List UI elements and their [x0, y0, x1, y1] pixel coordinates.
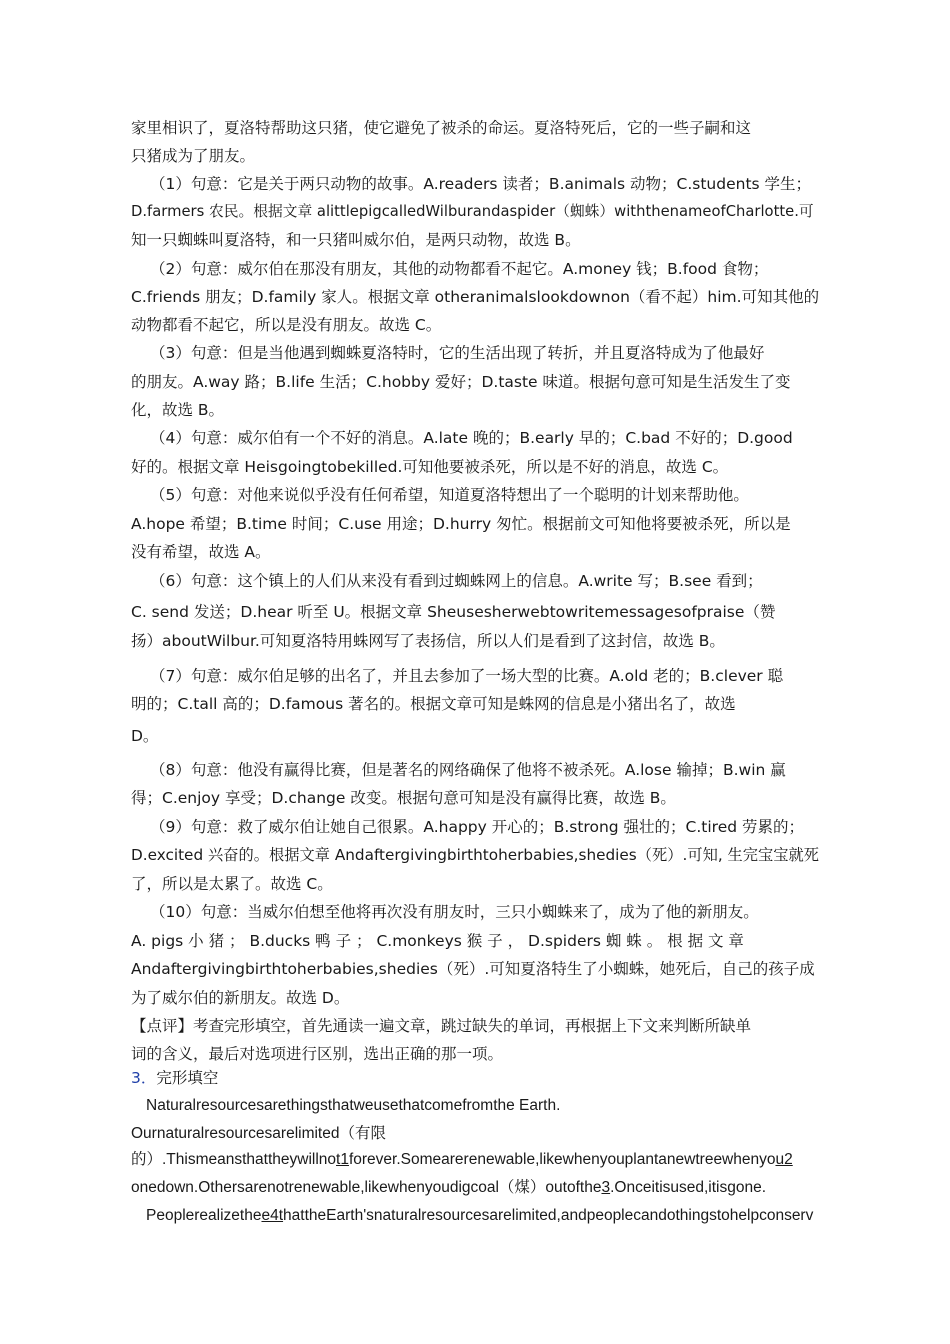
text-line: （1）句意：它是关于两只动物的故事。A.readers 读者；B.animals 动物；C.students 学生；	[150, 175, 812, 193]
blank-2: u2	[775, 1151, 793, 1168]
text-line: （9）句意：救了威尔伯让她自己很累。A.happy 开心的；B.strong 强壮的；C.tired 劳累的；	[150, 818, 805, 836]
comment-line: 【点评】考查完形填空，首先通读一遍文章，跳过缺失的单词，再根据上下文来判断所缺单	[131, 1017, 752, 1035]
text-line: （5）句意：对他来说似乎没有任何希望，知道夏洛特想出了一个聪明的计划来帮助他。	[150, 486, 749, 504]
text-line: （2）句意：威尔伯在那没有朋友，其他的动物都看不起它。A.money 钱；B.food 食物；	[150, 260, 769, 278]
text-line: A. pigs 小 猪 ； B.ducks 鸭 子 ； C.monkeys 猴 子 ， D.spiders 蜘 蛛 。 根 据 文 章	[131, 932, 744, 950]
text-line: （7）句意：威尔伯足够的出名了，并且去参加了一场大型的比赛。A.old 老的；B.clever 聪	[150, 667, 784, 685]
text-line: Andaftergivingbirthtoherbabies,shedies（死）.可知夏洛特生了小蜘蛛，她死后，自己的孩子成	[131, 960, 815, 978]
comment-line: 词的含义，最后对选项进行区别，选出正确的那一项。	[131, 1045, 504, 1063]
text-line: （4）句意：威尔伯有一个不好的消息。A.late 晚的；B.early 早的；C.bad 不好的；D.good	[150, 429, 793, 447]
passage-line: Naturalresourcesarethingsthatweusethatcomefromthe Earth.	[146, 1097, 561, 1114]
text-line: C.friends 朋友；D.family 家人。根据文章 otheranimalslookdownon（看不起）him.可知其他的	[131, 288, 820, 306]
text-line: 只猪成为了朋友。	[131, 147, 256, 165]
passage-text: onedown.Othersarenotrenewable,likewhenyoudigcoal（煤）outofthe	[131, 1179, 602, 1196]
text-line: 动物都看不起它，所以是没有朋友。故选 C。	[131, 316, 442, 334]
text-line: D.excited 兴奋的。根据文章 Andaftergivingbirthtoherbabies,shedies（死）.可知, 生完宝宝就死	[131, 846, 820, 864]
passage-text: .Onceitisused,itisgone.	[610, 1179, 767, 1196]
passage-text: forever.Somearerenewable,likewhenyouplantanewtreewhenyo	[348, 1151, 776, 1168]
text-line: 家里相识了，夏洛特帮助这只猪，使它避免了被杀的命运。夏洛特死后，它的一些子嗣和这	[131, 119, 752, 137]
text-line: 为了威尔伯的新朋友。故选 D。	[131, 989, 350, 1007]
text-line: 明的；C.tall 高的；D.famous 著名的。根据文章可知是蛛网的信息是小猪出名了，故选	[131, 695, 736, 713]
text-line: 了，所以是太累了。故选 C。	[131, 875, 333, 893]
text-line: A.hope 希望；B.time 时间；C.use 用途；D.hurry 匆忙。根据前文可知他将要被杀死，所以是	[131, 515, 791, 533]
passage-line	[131, 1178, 821, 1198]
passage-text: hattheEarth'snaturalresourcesarelimited,andpeoplecandothingstohelpconserv	[283, 1207, 814, 1224]
section-title: 完形填空	[156, 1069, 219, 1087]
passage-line	[146, 1206, 817, 1226]
text-line: （3）句意：但是当他遇到蜘蛛夏洛特时，它的生活出现了转折，并且夏洛特成为了他最好	[150, 344, 765, 362]
blank-4: e4t	[261, 1207, 284, 1224]
text-line: 的朋友。A.way 路；B.life 生活；C.hobby 爱好；D.taste 味道。根据句意可知是生活发生了变	[131, 373, 791, 391]
passage-line: Ournaturalresourcesarelimited（有限	[131, 1125, 386, 1142]
passage-text: Peoplerealizethe	[146, 1207, 262, 1224]
text-line: 扬）aboutWilbur.可知夏洛特用蛛网写了表扬信，所以人们是看到了这封信，故选 B。	[131, 632, 725, 650]
passage-line	[131, 1150, 821, 1170]
section-heading	[131, 1068, 218, 1088]
text-line: 得；C.enjoy 享受；D.change 改变。根据句意可知是没有赢得比赛，故选 B。	[131, 789, 676, 807]
text-line: D.farmers 农民。根据文章 alittlepigcalledWilburandaspider（蜘蛛）withthenameofCharlotte.可	[131, 203, 814, 220]
text-line: （8）句意：他没有赢得比赛，但是著名的网络确保了他将不被杀死。A.lose 输掉；B.win 赢	[150, 761, 786, 779]
text-line: 好的。根据文章 Heisgoingtobekilled.可知他要被杀死，所以是不好的消息，故选 C。	[131, 458, 729, 476]
blank-3: 3	[601, 1179, 611, 1196]
blank-1: t1	[336, 1151, 349, 1168]
text-line: 化，故选 B。	[131, 401, 225, 419]
passage-text: 的）.Thismeansthattheywillno	[131, 1151, 337, 1168]
text-line: C. send 发送；D.hear 听至 U。根据文章 Sheusesherwebtowritemessagesofpraise（赞	[131, 603, 776, 621]
text-line: （6）句意：这个镇上的人们从来没有看到过蜘蛛网上的信息。A.write 写；B.see 看到；	[150, 572, 763, 590]
text-line: （10）句意：当威尔伯想至他将再次没有朋友时，三只小蜘蛛来了，成为了他的新朋友。	[150, 903, 759, 921]
text-line: 没有希望，故选 A。	[131, 543, 271, 561]
text-line: D。	[131, 727, 159, 745]
text-line: 知一只蜘蛛叫夏洛特，和一只猪叫威尔伯，是两只动物，故选 B。	[131, 231, 581, 249]
section-number: 3．	[131, 1069, 157, 1087]
